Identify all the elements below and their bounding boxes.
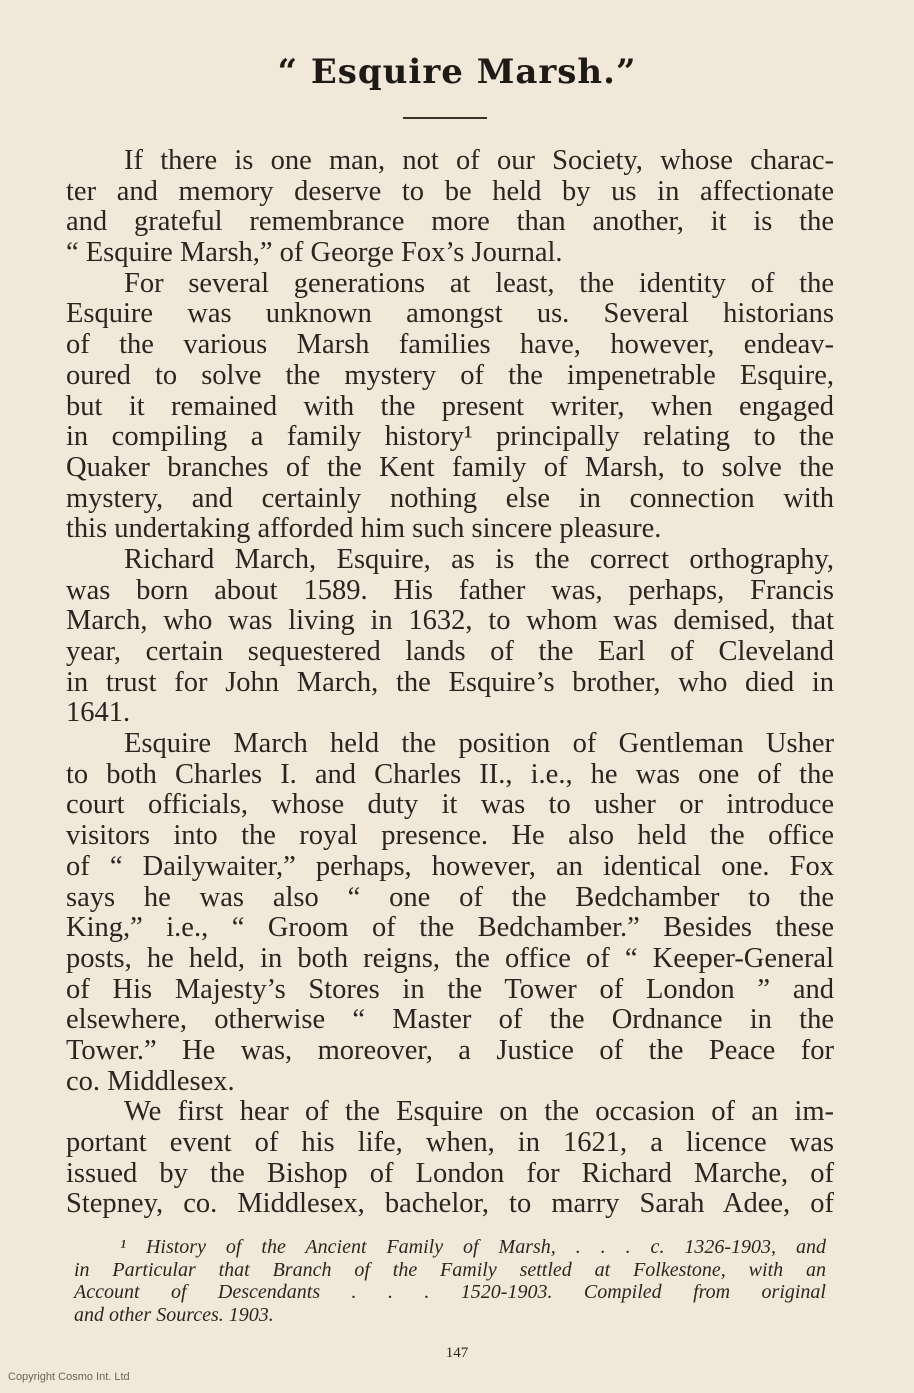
text-line: but it remained with the present writer, when engaged [66,390,834,422]
chapter-title: “ Esquire Marsh.” [277,52,637,92]
title-rule [403,117,487,119]
text-line: Esquire was unknown amongst us. Several historians [66,298,834,330]
text-line: year, certain sequestered lands of the Earl of Cleveland [66,636,834,667]
text-line: says he was also “ one of the Bedchamber to the [66,881,834,913]
text-line: in trust for John March, the Esquire’s brother, who died in [66,666,834,698]
footnote-line: Account of Descendants . . . 1520-1903. Compiled from original [74,1281,826,1303]
text-line: posts, he held, in both reigns, the office of “ Keeper-General [66,942,834,974]
text-line: If there is one man, not of our Society, whose charac- [124,145,834,176]
text-line: mystery, and certainly nothing else in connection with [66,482,834,514]
text-line: Quaker branches of the Kent family of Marsh, to solve the [66,451,834,483]
text-line: elsewhere, otherwise “ Master of the Ordnance in the [66,1004,834,1036]
text-line: co. Middlesex. [66,1065,235,1097]
footnote [74,1236,826,1326]
page-number: 147 [445,1345,469,1361]
text-line: 1641. [66,697,131,729]
text-line: issued by the Bishop of London for Richard Marche, of [66,1157,834,1189]
text-line: visitors into the royal presence. He also held the office [66,820,834,852]
text-line: and grateful remembrance more than another, it is the [66,206,834,238]
text-line: Richard March, Esquire, as is the correct orthography, [124,543,834,575]
text-line: King,” i.e., “ Groom of the Bedchamber.” Besides these [66,912,834,944]
text-line: March, who was living in 1632, to whom was demised, that [66,605,834,637]
text-line: of the various Marsh families have, however, endeav- [66,329,834,361]
text-line: this undertaking afforded him such sincere pleasure. [66,513,662,545]
text-line: We first hear of the Esquire on the occasion of an im- [124,1096,834,1128]
footnote-line: ¹ History of the Ancient Family of Marsh, . . . c. 1326-1903, and [120,1236,826,1258]
text-line: ter and memory deserve to be held by us in affectionate [66,175,834,207]
text-line: Stepney, co. Middlesex, bachelor, to marry Sarah Adee, of [66,1188,834,1220]
text-line: to both Charles I. and Charles II., i.e., he was one of the [66,758,834,790]
footnote-line: in Particular that Branch of the Family settled at Folkestone, with an [74,1258,826,1281]
text-line: was born about 1589. His father was, perhaps, Francis [66,574,834,606]
body-text [66,146,834,1220]
footnote-line: and other Sources. 1903. [74,1303,274,1326]
text-line: oured to solve the mystery of the impenetrable Esquire, [66,359,834,391]
copyright-notice: Copyright Cosmo Int. Ltd [8,1371,130,1383]
text-line: For several generations at least, the identity of the [124,267,834,299]
text-line: of “ Dailywaiter,” perhaps, however, an identical one. Fox [66,850,834,882]
text-line: Tower.” He was, moreover, a Justice of the Peace for [66,1034,834,1066]
text-line: “ Esquire Marsh,” of George Fox’s Journal. [66,237,563,269]
text-line: Esquire March held the position of Gentleman Usher [124,728,834,760]
text-line: of His Majesty’s Stores in the Tower of London ” and [66,973,834,1005]
text-line: in compiling a family history¹ principally relating to the [66,421,834,453]
text-line: court officials, whose duty it was to usher or introduce [66,789,834,821]
text-line: portant event of his life, when, in 1621, a licence was [66,1127,834,1158]
